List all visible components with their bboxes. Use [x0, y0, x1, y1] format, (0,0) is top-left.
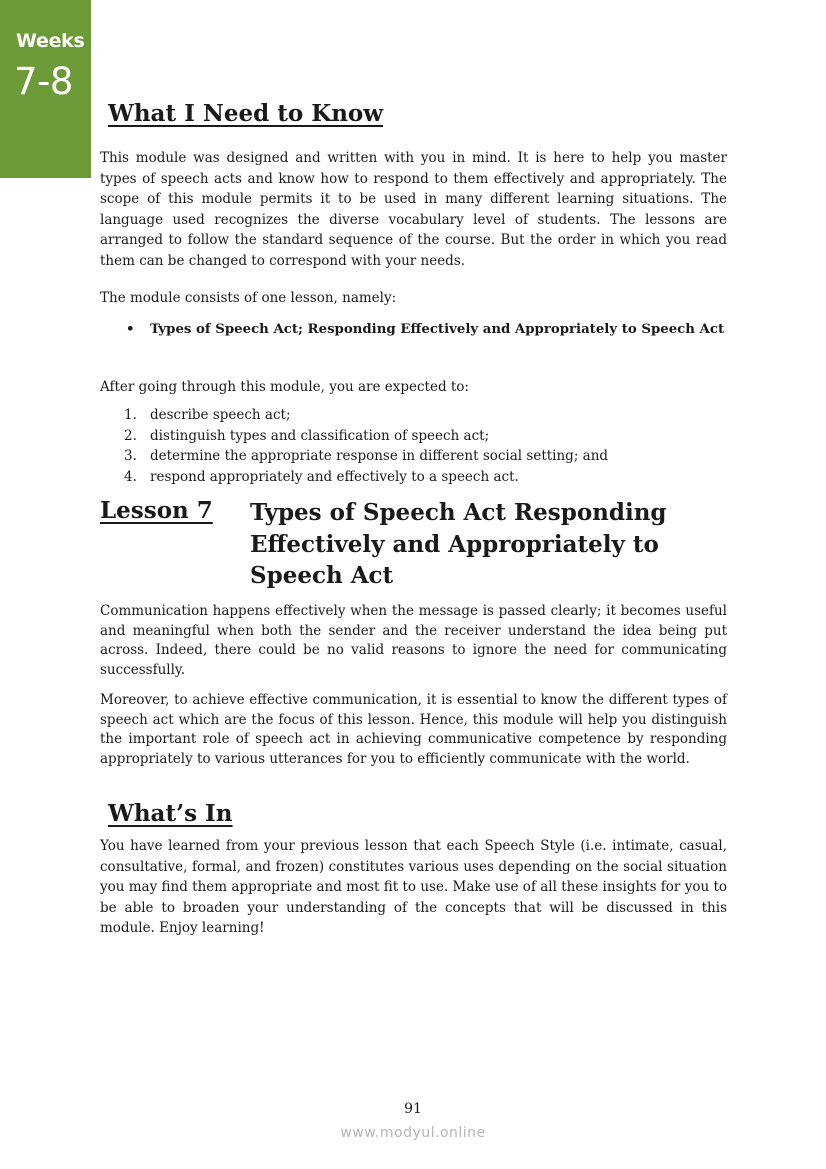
- objectives-list: [100, 405, 608, 487]
- list-item: [100, 320, 727, 341]
- objective-text: distinguish types and classification of speech act;: [150, 427, 490, 444]
- lesson-title: Types of Speech Act Responding Effectively and Appropriately to Speech Act: [250, 499, 667, 589]
- objective-text: describe speech act;: [150, 407, 291, 423]
- objective-text: respond appropriately and effectively to a speech act.: [150, 468, 519, 485]
- expected-text: After going through this module, you are expected to:: [100, 379, 469, 395]
- section-heading-what-i-need-to-know: What I Need to Know: [108, 100, 384, 127]
- whats-in-paragraph: You have learned from your previous lesson that each Speech Style (i.e. intimate, casual, consultative, formal, and frozen) constitutes various uses depending on the social situation you may find them appropriate and most fit to use. Make use of all these insights for you to be able to broaden your understanding of the concepts that will be discussed in this module. Enjoy learning!: [100, 838, 727, 937]
- objective-number: 1.: [124, 407, 137, 423]
- list-item: [100, 426, 608, 447]
- lesson-paragraph-2: Moreover, to achieve effective communication, it is essential to know the different types of speech act which are the focus of this lesson. Hence, this module will help you distinguish the important role of speech act in achieving communicative competence by responding appropriately to various utterances for you to efficiently communicate with the world.: [100, 692, 727, 767]
- page-number: 91: [404, 1101, 422, 1117]
- bullet-icon: •: [126, 322, 135, 337]
- lesson-label: Lesson 7: [100, 497, 213, 524]
- weeks-range: 7-8: [14, 60, 73, 103]
- weeks-label: Weeks: [16, 30, 85, 52]
- list-item: [100, 467, 608, 488]
- objective-text: determine the appropriate response in different social setting; and: [150, 448, 609, 465]
- module-consists-text: The module consists of one lesson, namely:: [100, 290, 397, 306]
- list-item: [100, 446, 608, 467]
- lesson-list-item-text: Types of Speech Act; Responding Effectively and Appropriately to Speech Act: [150, 322, 725, 337]
- list-item: [100, 405, 608, 426]
- week-tab: [0, 0, 91, 178]
- lesson-list: [100, 320, 727, 341]
- lesson-paragraph-1: Communication happens effectively when the message is passed clearly; it becomes useful and meaningful when both the sender and the receiver understand the idea being put across. Indeed, there could be no valid reasons to ignore the need for communicating successfully.: [100, 603, 727, 678]
- intro-paragraph: This module was designed and written with you in mind. It is here to help you master types of speech acts and know how to respond to them effectively and appropriately. The scope of this module permits it to be used in many different learning situations. The language used recognizes the diverse vocabulary level of students. The lessons are arranged to follow the standard sequence of the course. But the order in which you read them can be changed to correspond with your needs.: [100, 150, 727, 269]
- objective-number: 4.: [124, 468, 137, 485]
- objective-number: 2.: [124, 427, 137, 444]
- watermark: www.modyul.online: [340, 1125, 486, 1141]
- objective-number: 3.: [124, 448, 137, 465]
- section-heading-whats-in: What’s In: [108, 800, 233, 827]
